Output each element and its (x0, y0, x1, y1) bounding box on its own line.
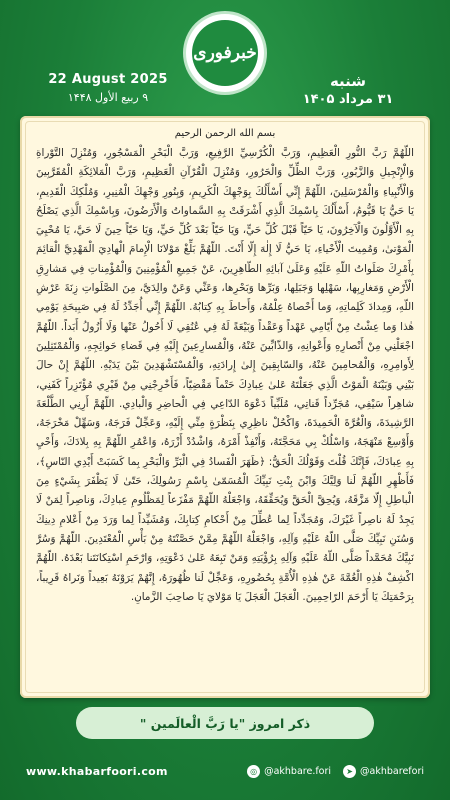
date-persian: ۳۱ مرداد ۱۴۰۵ (302, 92, 394, 107)
day-name: شنبه (329, 72, 367, 90)
telegram-icon: ➤ (343, 765, 356, 778)
brand-logo[interactable] (186, 14, 264, 92)
instagram-link[interactable] (247, 765, 331, 778)
date-hijri: ۹ ربیع الأول ۱۴۴۸ (67, 91, 149, 104)
zekr-of-day-banner: ذکر امروز "یا رَبَّ الْعالَمین " (76, 707, 374, 739)
telegram-handle: @akhbarefori (360, 765, 424, 777)
social-links (247, 765, 424, 778)
persian-date (278, 72, 418, 107)
prayer-card (20, 116, 430, 698)
basmala: بسم الله الرحمن الرحيم (174, 128, 276, 139)
gregorian-hijri-date (38, 72, 178, 104)
prayer-text: اللّهُمَّ رَبَّ النُّورِ الْعَظِيمِ، وَرَبَّ الْكُرْسِيِّ الرَّفِيعِ، وَرَبَّ الْبَحْرِ الْمَسْجُورِ، وَمُنْزِلَ التَّوْراةِ وَالْإِنْجِيلِ وَالزَّبُورِ، وَرَبَّ الظِّلِّ وَالْحَرُورِ، وَمُنْزِلَ الْقُرْآنِ الْعَظِيمِ، وَرَبَّ الْمَلائِكَةِ الْمُقَرَّبِينَ وَالْأَنْبِياءِ وَالْمُرْسَلِينَ، اللّهُمَّ إِنِّي أَسْأَلُكَ بِوَجْهِكَ الْكَرِيمِ، وَبِنُورِ وَجْهِكَ الْمُنِيرِ، وَمُلْكِكَ الْقَدِيمِ، يَا حَيُّ يَا قَيُّومُ، أَسْأَلُكَ بِاسْمِكَ الَّذِي أَشْرَقَتْ بِهِ السَّماواتُ وَالْأَرَضُونَ، وَبِاسْمِكَ الَّذِي يَصْلَحُ بِهِ الْأَوَّلُونَ وَالْآخِرُونَ، يَا حَيّاً قَبْلَ كُلِّ حَيٍّ، وَيَا حَيّاً بَعْدَ كُلِّ حَيٍّ، وَيَا حَيّاً حِينَ لَا حَيَّ، يَا مُحْيِيَ الْمَوْتىٰ، وَمُمِيتَ الْأَحْياءِ، يَا حَيُّ لَا إِلٰهَ إِلّا أَنْتَ. اللّهُمَّ بَلِّغْ مَوْلانَا الْإِمامَ الْهادِيَ الْمَهْدِيَّ الْقائِمَ بِأَمْرِكَ صَلَواتُ اللّهِ عَلَيْهِ وَعَلَىٰ آبائِهِ الطّاهِرِينَ، عَنْ جَمِيعِ الْمُؤْمِنِينَ وَالْمُؤْمِناتِ فِي مَشارِقِ الْأَرْضِ وَمَغارِبِها، سَهْلِها وَجَبَلِها، وَبَرِّها وَبَحْرِها، وَعَنِّي وَعَنْ والِدَيَّ، مِنَ الصَّلَواتِ زِنَةَ عَرْشِ اللّهِ، وَمِدادَ كَلِماتِهِ، وَما أَحْصاهُ عِلْمُهُ، وَأَحاطَ بِهِ كِتابُهُ. اللّهُمَّ إِنِّي أُجَدِّدُ لَهُ فِي صَبِيحَةِ يَوْمِي هٰذا وَما عِشْتُ مِنْ أَيّامِي عَهْداً وَعَقْداً وَبَيْعَةً لَهُ فِي عُنُقِي لَا أَحُولُ عَنْها وَلَا أَزُولُ أَبَداً. اللّهُمَّ اجْعَلْنِي مِنْ أَنْصارِهِ وَأَعْوانِهِ، وَالذّابِّينَ عَنْهُ، وَالْمُسارِعِينَ إِلَيْهِ فِي قَضاءِ حَوائِجِهِ، وَالْمُمْتَثِلِينَ لِأَوامِرِهِ، وَالْمُحامِينَ عَنْهُ، وَالسّابِقِينَ إِلىٰ إِرادَتِهِ، وَالْمُسْتَشْهَدِينَ بَيْنَ يَدَيْهِ. اللّهُمَّ إِنْ حالَ بَيْنِي وَبَيْنَهُ الْمَوْتُ الَّذِي جَعَلْتَهُ عَلىٰ عِبادِكَ حَتْماً مَقْضِيّاً، فَأَخْرِجْنِي مِنْ قَبْرِي مُؤْتَزِراً كَفَنِي، شاهِراً سَيْفِي، مُجَرِّداً قَناتِي، مُلَبِّياً دَعْوَةَ الدّاعِي فِي الْحاضِرِ وَالْبادِي. اللّهُمَّ أَرِنِي الطَّلْعَةَ الرَّشِيدَةَ، وَالْغُرَّةَ الْحَمِيدَةَ، وَاكْحُلْ ناظِرِي بِنَظْرَةٍ مِنِّي إِلَيْهِ، وَعَجِّلْ فَرَجَهُ، وَسَهِّلْ مَخْرَجَهُ، وَأَوْسِعْ مَنْهَجَهُ، وَاسْلُكْ بِي مَحَجَّتَهُ، وَأَنْفِذْ أَمْرَهُ، وَاشْدُدْ أَزْرَهُ، وَاعْمُرِ اللّهُمَّ بِهِ بِلادَكَ، وَأَحْيِ بِهِ عِبادَكَ، فَإِنَّكَ قُلْتَ وَقَوْلُكَ الْحَقُّ: ﴿ظَهَرَ الْفَسادُ فِي الْبَرِّ وَالْبَحْرِ بِما كَسَبَتْ أَيْدِي النّاسِ﴾، فَأَظْهِرِ اللّهُمَّ لَنا وَلِيَّكَ وَابْنَ بِنْتِ نَبِيِّكَ الْمُسَمّىٰ بِاسْمِ رَسُولِكَ، حَتّىٰ لَا يَظْفَرَ بِشَيْءٍ مِنَ الْباطِلِ إِلّا مَزَّقَهُ، وَيُحِقَّ الْحَقَّ وَيُحَقِّقَهُ، وَاجْعَلْهُ اللّهُمَّ مَفْزَعاً لِمَظْلُومِ عِبادِكَ، وَناصِراً لِمَنْ لَا يَجِدُ لَهُ ناصِراً غَيْرَكَ، وَمُجَدِّداً لِما عُطِّلَ مِنْ أَحْكامِ كِتابِكَ، وَمُشَيِّداً لِما وَرَدَ مِنْ أَعْلامِ دِينِكَ وَسُنَنِ نَبِيِّكَ صَلَّى اللّهُ عَلَيْهِ وَآلِهِ، وَاجْعَلْهُ اللّهُمَّ مِمَّنْ حَصَّنْتَهُ مِنْ بَأْسِ الْمُعْتَدِينَ. اللّهُمَّ وَسُرَّ نَبِيَّكَ مُحَمَّداً صَلَّى اللّهُ عَلَيْهِ وَآلِهِ بِرُؤْيَتِهِ وَمَنْ تَبِعَهُ عَلىٰ دَعْوَتِهِ، وَارْحَمِ اسْتِكانَتَنا بَعْدَهُ. اللّهُمَّ اكْشِفْ هٰذِهِ الْغُمَّةَ عَنْ هٰذِهِ الْأُمَّةِ بِحُضُورِهِ، وَعَجِّلْ لَنا ظُهُورَهُ، إِنَّهُمْ يَرَوْنَهُ بَعِيداً وَنَراهُ قَرِيباً، بِرَحْمَتِكَ يَا أَرْحَمَ الرّاحِمِينَ. الْعَجَلَ الْعَجَلَ يَا مَوْلايَ يَا صاحِبَ الزَّمانِ. (36, 147, 414, 603)
date-gregorian: 22 August 2025 (48, 72, 168, 87)
instagram-icon: ◎ (247, 765, 260, 778)
instagram-handle: @akhbare.fori (264, 765, 332, 777)
brand-logo-text: خبرفوری (192, 20, 258, 86)
website-link[interactable]: www.khabarfoori.com (26, 764, 168, 778)
telegram-link[interactable] (343, 765, 424, 778)
footer (0, 758, 450, 784)
